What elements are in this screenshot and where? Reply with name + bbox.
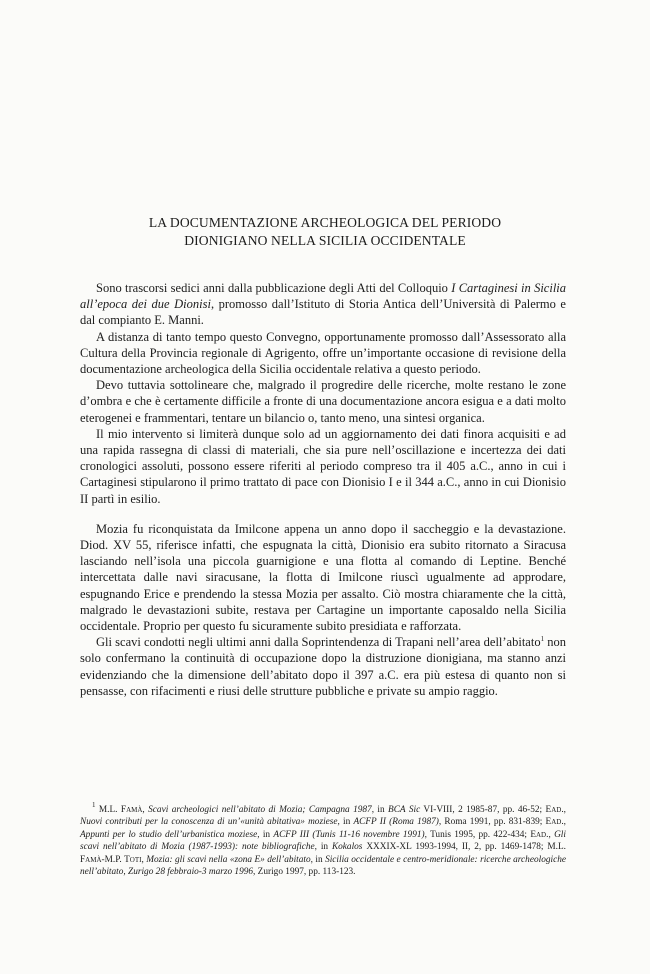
- footnote-text: ,: [563, 805, 566, 815]
- cited-title: Nuovi contributi per la conoscenza di un’«unità abitativa» moziese: [80, 817, 338, 828]
- title-line-2: DIONIGIANO NELLA SICILIA OCCIDENTALE: [184, 233, 466, 248]
- footnote-text: M.L.: [95, 805, 121, 815]
- journal-name: BCA Sic: [388, 805, 421, 815]
- paragraph-1: [80, 280, 566, 329]
- author-name: Ead.: [530, 829, 549, 840]
- footnote-text: ,: [141, 854, 147, 865]
- paragraph-5: Mozia fu riconquistata da Imilcone appena un anno dopo il saccheggio e la devastazione. Diod. XV 55, riferisce infatti, che espugnata la città, Dionisio era subito ritornato a Siracusa lasciando nell’isola una piccola guarnigione e una flotta al comando di Leptine. Benché intercettata dalle navi siracusane, la flotta di Imilcone riuscì ugualmente ad approdare, espugnando Erice e prendendo la stessa Mozia per assalto. Ciò mostra chiaramente che la città, malgrado le devastazioni subite, restava per Cartagine un importante caposaldo nella Sicilia occidentale. Proprio per questo fu sicuramente subito presidiata e rafforzata.: [80, 521, 566, 634]
- footnote-text: , Zurigo 1997, pp. 113-123.: [253, 867, 356, 878]
- footnote-text: XXXIX-XL 1993-1994, II, 2, pp. 1469-1478; M.L.: [362, 842, 566, 853]
- paragraph-2: A distanza di tanto tempo questo Convegno, opportunamente promosso dall’Assessorato alla Cultura della Provincia regionale di Agrigento, offre un’importante occasione di revisione della documentazione archeologica della Sicilia occidentale relativa a questo periodo.: [80, 329, 566, 377]
- title-line-1: LA DOCUMENTAZIONE ARCHEOLOGICA DEL PERIODO: [148, 215, 502, 230]
- footnote-text: ,: [548, 829, 555, 840]
- cited-title: Appunti per lo studio dell’urbanistica moziese: [80, 829, 258, 840]
- paragraph-6: [80, 634, 566, 699]
- author-name: Ead.: [545, 817, 564, 828]
- journal-name: Kokalos: [331, 842, 363, 853]
- cited-title: Sicilia occidentale e centro-meridionale: ricerche archeologiche nell’abitato, Zurigo 28 febbraio-3 marzo 1996: [80, 854, 566, 878]
- paragraph-text: Gli scavi condotti negli ultimi anni dalla Soprintendenza di Trapani nell’area dell’abitato: [96, 635, 541, 650]
- paragraph-text: non solo confermano la continuità di occupazione dopo la distruzione dionigiana, ma stanno anzi evidenziando che la dimensione dell’abitato dopo il 397 a.C. era più estesa di quanto non si pensasse, con rifacimenti e riusi delle strutture pubbliche e private su ampio raggio.: [80, 635, 567, 698]
- footnote-text: , in: [257, 829, 274, 840]
- footnote-text: VI-VIII, 2 1985-87, pp. 46-52;: [420, 805, 546, 815]
- colloquium-title: I Cartaginesi in Sicilia all’epoca dei due Dionisi: [80, 281, 567, 312]
- author-name: Ead.: [545, 805, 564, 815]
- paragraph-3: Devo tuttavia sottolineare che, malgrado il progredire delle ricerche, molte restano le zone d’ombra e che è certamente difficile a fronte di una documentazione ancora esigua e a dati molto eterogenei e frammentari, tentare un bilancio o, tanto meno, una sintesi organica.: [80, 378, 566, 425]
- article-title: [60, 214, 590, 250]
- journal-name: ACFP II (Roma 1987): [353, 817, 439, 828]
- footnote-text: ,: [563, 817, 566, 828]
- paragraph-text: , promosso dall’Istituto di Storia Antica dell’Università di Palermo e dal compianto E. Manni.: [80, 297, 566, 328]
- footnote-reference[interactable]: 1: [540, 635, 545, 644]
- author-name: Famà: [80, 854, 102, 865]
- cited-title: Gli scavi nell’abitato di Mozia (1987-1993): note bibliografiche: [80, 829, 566, 853]
- footnote-text: , in: [371, 805, 389, 815]
- footnote-text: , Roma 1991, pp. 831-839;: [438, 817, 546, 828]
- footnote-number: 1: [92, 801, 96, 809]
- journal-name: ACFP III (Tunis 11-16 novembre 1991): [273, 829, 425, 840]
- paragraph-text: Sono trascorsi sedici anni dalla pubblicazione degli Atti del Colloquio: [96, 281, 452, 295]
- author-name: Famà: [120, 805, 143, 815]
- footnote-text: , in: [337, 817, 354, 828]
- footnote-text: ,: [142, 805, 149, 815]
- footnote-text: -M.P.: [101, 854, 125, 865]
- footnote-text: , in: [314, 842, 332, 853]
- footnotes: [80, 801, 566, 878]
- article-body: [80, 280, 566, 699]
- cited-title: Mozia: gli scavi nella «zona E» dell’abitato: [146, 854, 311, 865]
- author-name: Toti: [124, 854, 142, 865]
- paragraph-4: Il mio intervento si limiterà dunque solo ad un aggiornamento dei dati finora acquisiti e ad una rapida rassegna di classi di materiali, che sia pure nell’oscillazione e incertezza dei dati cronologici assoluti, possono essere riferiti al periodo compreso tra il 405 a.C., anno in cui i Cartaginesi stipularono il primo trattato di pace con Dionisio I e il 344 a.C., anno in cui Dionisio II partì in esilio.: [80, 426, 566, 506]
- footnote-text: , Tunis 1995, pp. 422-434;: [424, 829, 531, 840]
- footnote-text: , in: [310, 854, 326, 865]
- footnote-1: [80, 801, 566, 878]
- cited-title: Scavi archeologici nell’abitato di Mozia; Campagna 1987: [148, 805, 372, 815]
